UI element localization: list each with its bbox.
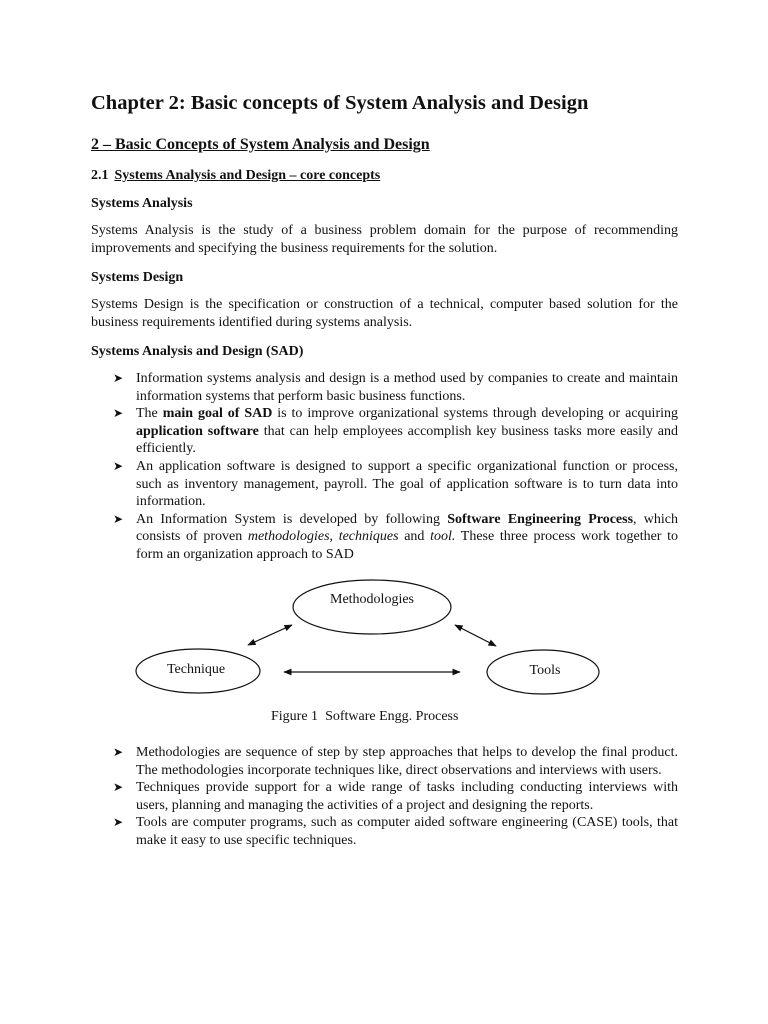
bullet-text-part: An Information System is developed by following	[136, 511, 448, 527]
methodologies-node	[293, 580, 451, 634]
systems-analysis-heading: Systems Analysis	[91, 196, 193, 211]
bold-term: Software Engineering Process	[447, 511, 634, 527]
bullet-text: Techniques provide support for a wide range of tasks including conducting interviews with users, planning and managing the activities of a project and designing the reports.	[136, 780, 678, 813]
bullet-text: Information systems analysis and design is a method used by companies to create and maintain information systems that perform basic business functions.	[136, 371, 678, 404]
italic-term: tool.	[430, 529, 456, 545]
bullet-text-part: The	[136, 406, 163, 422]
bullet-text-part: is to improve organizational systems through developing or acquiring	[272, 406, 678, 422]
systems-analysis-paragraph: Systems Analysis is the study of a business problem domain for the purpose of recommending improvements and specifying the business requirements for the solution.	[91, 223, 678, 256]
arrow-bullet-icon: ➤	[113, 745, 124, 759]
list-item	[110, 458, 678, 511]
tools-label: Tools	[529, 663, 561, 678]
methodologies-technique-arrow	[248, 625, 292, 645]
arrow-bullet-icon: ➤	[113, 780, 124, 795]
bold-term: application software	[136, 423, 259, 439]
chapter-title: Chapter 2: Basic concepts of System Analysis and Design	[91, 92, 589, 114]
bullet-text-part: These three process work together to form an organization approach to SAD	[136, 529, 679, 562]
bullet-text-part: , which consists of proven	[136, 511, 678, 545]
bullet-text: Methodologies are sequence of step by step approaches that helps to develop the final product. The methodologies incorporate techniques like, direct observations and interviews with users.	[136, 745, 678, 778]
bullet-text-part: and	[398, 529, 431, 545]
sad-bullet-list	[110, 370, 678, 564]
list-item	[110, 405, 678, 458]
methodologies-label: Methodologies	[330, 592, 414, 607]
arrow-bullet-icon: ➤	[113, 815, 124, 830]
figure-caption-text: Software Engg. Process	[325, 709, 459, 724]
section-title: 2 – Basic Concepts of System Analysis and Design	[91, 136, 430, 153]
subsection-title	[91, 168, 380, 184]
arrow-bullet-icon: ➤	[113, 406, 124, 421]
software-process-diagram	[0, 575, 768, 705]
list-item	[110, 370, 678, 405]
subsection-text: Systems Analysis and Design – core concepts	[114, 168, 381, 183]
list-item	[110, 744, 678, 779]
arrow-bullet-icon: ➤	[113, 458, 124, 473]
methodologies-tools-arrow	[455, 625, 496, 646]
systems-design-paragraph: Systems Design is the specification or construction of a technical, computer based solution for the business requirements identified during systems analysis.	[91, 297, 678, 330]
list-item	[110, 779, 678, 814]
systems-design-heading: Systems Design	[91, 270, 184, 285]
bullet-text-part: ,	[329, 529, 339, 545]
technique-label: Technique	[166, 662, 226, 677]
italic-term: methodologies	[247, 529, 330, 545]
figure-number: Figure 1	[271, 709, 319, 724]
bold-term: main goal of SAD	[162, 406, 273, 422]
list-item	[110, 511, 678, 564]
italic-term: techniques	[338, 529, 399, 545]
arrow-bullet-icon: ➤	[113, 511, 124, 526]
bullet-text: Tools are computer programs, such as computer aided software engineering (CASE) tools, that make it easy to use specific techniques.	[136, 815, 678, 848]
bullet-text-part: that can help employees accomplish key business tasks more easily and efficiently.	[136, 423, 678, 457]
subsection-number: 2.1	[91, 168, 109, 183]
sad-heading: Systems Analysis and Design (SAD)	[91, 344, 304, 359]
explanation-bullet-list	[110, 744, 678, 850]
list-item	[110, 814, 678, 849]
bullet-text: An application software is designed to support a specific organizational function or process, such as inventory management, payroll. The goal of application software is to turn data into information.	[136, 458, 678, 510]
arrow-bullet-icon: ➤	[113, 371, 124, 385]
figure-caption	[271, 709, 458, 725]
